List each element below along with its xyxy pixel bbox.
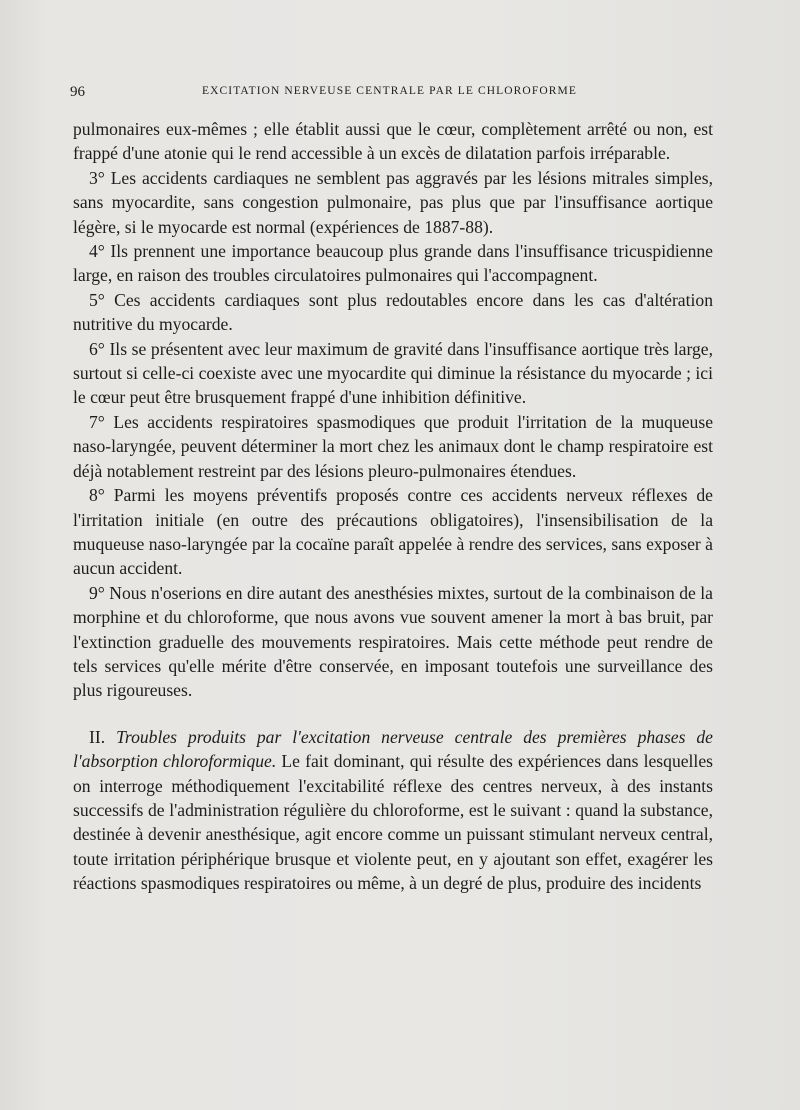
- paragraph-item-4: 4° Ils prennent une importance beaucoup plus grande dans l'insuffisance tricuspidienne large, en raison des troubles circulatoires pulmonaires qui l'accompagnent.: [73, 241, 713, 286]
- section-title: Troubles produits par l'excitation nerveuse centrale des premières phases de l'absorption chloroformique.: [73, 726, 713, 772]
- running-head: EXCITATION NERVEUSE CENTRALE PAR LE CHLOROFORME: [202, 85, 577, 97]
- page-body: [73, 117, 713, 896]
- section-ii-paragraph: [73, 725, 713, 896]
- paragraph-item-9: 9° Nous n'oserions en dire autant des anesthésies mixtes, surtout de la combinaison de la morphine et du chloroforme, que nous avons vue souvent amener la mort à bas bruit, par l'extinction graduelle des mouvements respiratoires. Mais cette méthode peut rendre de tels services qu'elle mérite d'être conservée, en imposant toutefois une surveillance des plus rigoureuses.: [73, 582, 713, 701]
- paragraph-item-7: 7° Les accidents respiratoires spasmodiques que produit l'irritation de la muqueuse naso-laryngée, peuvent déterminer la mort chez les animaux dont le champ respiratoire est déjà notablement restreint par des lésions pleuro-pulmonaires étendues.: [73, 411, 713, 481]
- section-number: II.: [89, 726, 106, 747]
- section-gap: [73, 703, 713, 725]
- page-number: 96: [70, 84, 85, 100]
- page-header: [70, 84, 720, 104]
- paragraph-item-6: 6° Ils se présentent avec leur maximum de gravité dans l'insuffisance aortique très large, surtout si celle-ci coexiste avec une myocardite qui diminue la résistance du myocarde ; ici le cœur peut être brusquement frappé d'une inhibition définitive.: [73, 338, 713, 408]
- section-text: Le fait dominant, qui résulte des expériences dans lesquelles on interroge méthodiquement l'excitabilité réflexe des centres nerveux, à des instants successifs de l'administration régulière du chloroforme, est le suivant : quand la substance, destinée à devenir anesthésique, agit encore comme un puissant stimulant nerveux central, toute irritation périphérique brusque et violente peut, en y ajoutant son effet, exagérer les réactions spasmodiques respiratoires ou même, à un degré de plus, produire des incidents: [73, 751, 713, 894]
- paragraph-item-5: 5° Ces accidents cardiaques sont plus redoutables encore dans les cas d'altération nutritive du myocarde.: [73, 289, 713, 335]
- paragraph-continuation: pulmonaires eux-mêmes ; elle établit aussi que le cœur, complètement arrêté ou non, est frappé d'une atonie qui le rend accessible à un excès de dilatation parfois irréparable.: [73, 119, 713, 164]
- paragraph-item-3: 3° Les accidents cardiaques ne semblent pas aggravés par les lésions mitrales simples, sans myocardite, sans congestion pulmonaire, pas plus que par l'insuffisance aortique légère, si le myocarde est normal (expériences de 1887-88).: [73, 167, 713, 237]
- paragraph-item-8: 8° Parmi les moyens préventifs proposés contre ces accidents nerveux réflexes de l'irritation initiale (en outre des précautions obligatoires), l'insensibilisation de la muqueuse naso-laryngée par la cocaïne paraît appelée à rendre des services, sans exposer à aucun accident.: [73, 485, 713, 579]
